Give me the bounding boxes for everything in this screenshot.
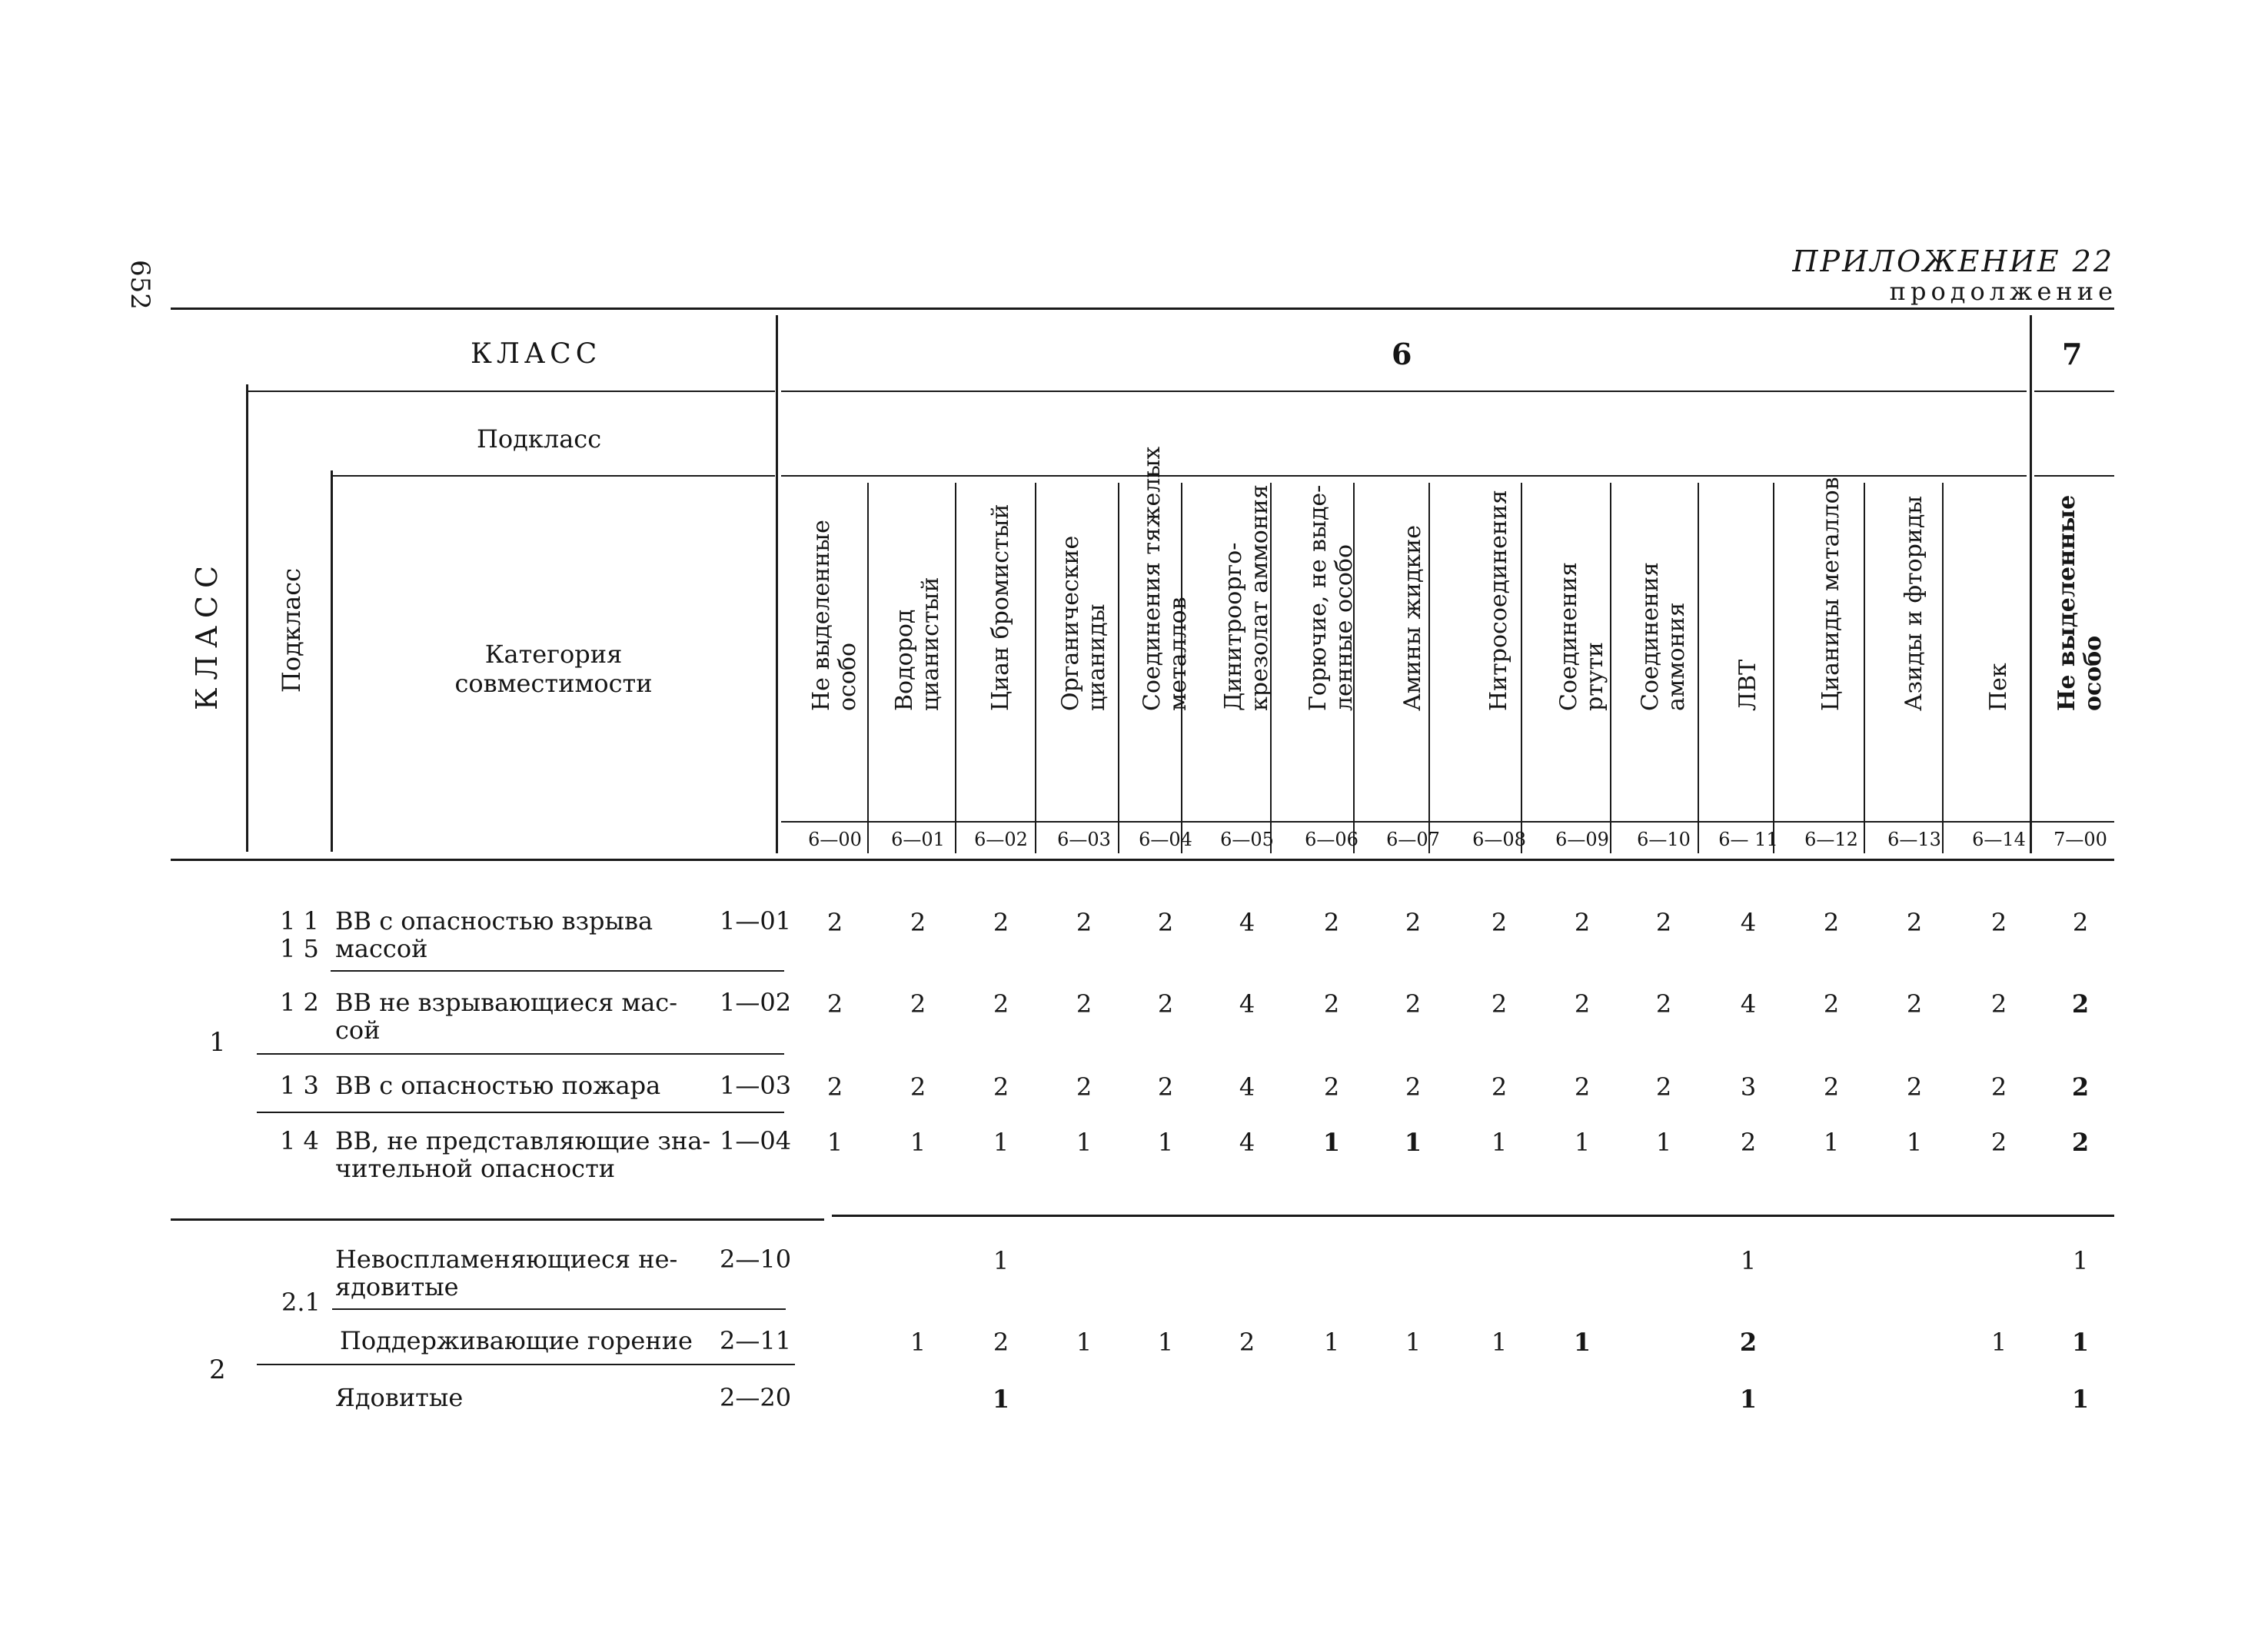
column-name-line1: Не выделенные [808,520,835,711]
column-name-line1: Пек [1985,663,2012,711]
category-vline [331,470,333,852]
column-name-line2: ленные особо [1331,543,1358,711]
column-name-line1: Соединения тяжелых [1139,446,1166,711]
row-code: 1—01 [720,906,792,936]
column-divider [1035,483,1036,853]
value-cell: 2 [1323,908,1340,937]
value-cell: 1 [1157,1128,1174,1157]
value-cell: 2 [1739,1328,1758,1357]
class-separator-right [832,1215,2114,1217]
row-code: 1—02 [720,988,792,1017]
value-cell: 1 [1739,1384,1758,1414]
subclass-rule [246,391,775,392]
class-separator-left [171,1218,824,1221]
subclass-header-label: Подкласс [477,424,602,454]
subclass-code: 1 2 [280,988,319,1017]
value-cell: 1 [1655,1128,1672,1157]
value-cell: 2 [1740,1128,1757,1157]
class-header-label: КЛАСС [471,338,602,370]
column-name-line1: Азиды и фториды [1901,495,1927,711]
value-cell: 1 [993,1128,1009,1157]
value-cell: 1 [1404,1128,1422,1157]
column-name-6— 11 [1718,388,1779,711]
column-name-line2: аммония [1663,602,1690,711]
column-name-line1: Органические [1057,535,1084,711]
column-name-line2: цианистый [917,577,944,711]
value-cell: 2 [1823,989,1840,1019]
row-label-1: ВВ, не представляющие зна- [335,1126,711,1155]
appendix-title: ПРИЛОЖЕНИЕ 22 [1792,244,2114,278]
value-cell: 1 [993,1246,1009,1275]
row-code: 2—10 [720,1245,792,1274]
value-cell: 4 [1239,908,1255,937]
value-cell: 2 [1655,908,1672,937]
column-name-6—07 [1382,388,1444,711]
value-cell: 2 [1405,908,1422,937]
column-name-6—13 [1884,388,1945,711]
row-rule [331,970,784,972]
value-cell: 2 [826,989,843,1019]
column-name-6—04 [1135,388,1196,711]
column-code: 6—03 [1057,829,1111,850]
value-cell: 1 [826,1128,843,1157]
class-7-label: 7 [2062,337,2083,371]
value-cell: 2 [1323,989,1340,1019]
row-label-1: ВВ с опасностью взрыва [335,906,653,936]
value-cell: 4 [1239,989,1255,1019]
value-cell: 4 [1740,989,1757,1019]
value-cell: 1 [1491,1128,1508,1157]
value-cell: 2 [826,1072,843,1102]
column-name-6—10 [1633,388,1694,711]
column-name-6—08 [1468,388,1530,711]
column-name-6—06 [1301,388,1362,711]
row-rule [257,1053,784,1055]
column-name-line1: Цианиды металлов [1817,477,1844,711]
value-cell: 3 [1740,1072,1757,1102]
row-code: 1—04 [720,1126,792,1155]
value-cell: 2 [1323,1072,1340,1102]
value-cell: 1 [910,1128,926,1157]
value-cell: 1 [2071,1328,2090,1357]
class-2-label: 2 [209,1355,226,1385]
value-cell: 1 [1574,1128,1591,1157]
column-code: 6—05 [1220,829,1274,850]
column-name-6—01 [887,388,949,711]
value-cell: 2 [1574,908,1591,937]
side-class-label: КЛАСС [190,557,224,711]
value-cell: 2 [2071,1128,2090,1157]
subclass-2-1: 2.1 [281,1288,321,1317]
value-cell: 2 [1491,1072,1508,1102]
appendix-subtitle: продолжение [1889,277,2117,306]
value-cell: 2 [1906,1072,1923,1102]
value-cell: 1 [1740,1246,1757,1275]
row-code: 1—03 [720,1071,792,1100]
column-divider [1864,483,1865,853]
value-cell: 2 [910,908,926,937]
column-name-6—14 [1968,388,2030,711]
column-name-line2: особо [2080,635,2107,711]
value-cell: 2 [993,908,1009,937]
value-cell: 2 [1990,989,2007,1019]
value-cell: 1 [1573,1328,1591,1357]
column-name-6—03 [1053,388,1115,711]
value-cell: 2 [1491,989,1508,1019]
value-cell: 2 [1157,908,1174,937]
subclass-code: 1 1 [280,906,319,936]
column-code: 6—06 [1305,829,1358,850]
value-cell: 2 [1990,1072,2007,1102]
value-cell: 1 [1076,1328,1092,1357]
value-cell: 2 [2071,1072,2090,1102]
value-cell: 1 [910,1328,926,1357]
column-name-line1: Амины жидкие [1399,524,1426,711]
column-name-line1: ЛВТ [1734,659,1761,711]
category-label-line1: Категория [484,640,623,669]
value-cell: 1 [1906,1128,1923,1157]
value-cell: 2 [1574,1072,1591,1102]
column-name-line2: ртути [1581,641,1608,711]
column-name-6—09 [1551,388,1613,711]
column-divider [1118,483,1119,853]
value-cell: 4 [1239,1128,1255,1157]
value-cell: 4 [1239,1072,1255,1102]
column-name-line1: Горючие, не выде- [1305,484,1332,711]
row-label-2: ядовитые [335,1272,459,1301]
value-cell: 2 [1076,1072,1092,1102]
column-code: 6—14 [1972,829,2026,850]
value-cell: 1 [1491,1328,1508,1357]
value-cell: 2 [1491,908,1508,937]
column-name-line1: Водород [891,609,918,711]
value-cell: 4 [1740,908,1757,937]
top-rule [171,307,2114,310]
value-cell: 2 [1076,908,1092,937]
value-cell: 2 [993,989,1009,1019]
header-bottom-rule [171,859,2114,861]
value-cell: 2 [993,1328,1009,1357]
column-code: 6—12 [1804,829,1858,850]
value-cell: 2 [826,908,843,937]
subclass-code: 1 3 [280,1071,319,1100]
column-code: 6—04 [1139,829,1192,850]
value-cell: 2 [1990,908,2007,937]
value-cell: 2 [1823,1072,1840,1102]
column-name-line1: Соединения [1555,562,1582,711]
value-cell: 2 [1405,989,1422,1019]
value-cell: 1 [1323,1328,1340,1357]
value-cell: 2 [993,1072,1009,1102]
column-divider [955,483,956,853]
subclass-code: 1 4 [280,1126,319,1155]
left-block-divider [776,315,778,853]
column-code: 6—10 [1637,829,1691,850]
value-cell: 2 [1906,908,1923,937]
row-label-1: Ядовитые [335,1383,464,1412]
column-code: 6— 11 [1718,829,1778,850]
page-number: 652 [125,260,155,310]
column-code: 6—00 [808,829,862,850]
value-cell: 2 [1076,989,1092,1019]
column-name-line1: Не выделенные [2054,494,2080,711]
row-rule [257,1364,795,1365]
value-cell: 2 [1157,1072,1174,1102]
row-rule [332,1308,786,1310]
row-label-1: ВВ не взрывающиеся мас- [335,988,678,1017]
value-cell: 2 [1823,908,1840,937]
column-code: 6—13 [1887,829,1941,850]
value-cell: 1 [1405,1328,1422,1357]
value-cell: 2 [2071,989,2090,1019]
code-row-rule [781,821,2114,823]
value-cell: 1 [1823,1128,1840,1157]
value-cell: 2 [1655,989,1672,1019]
column-name-6—12 [1801,388,1862,711]
category-rule [331,475,775,477]
row-label-1: ВВ с опасностью пожара [335,1071,661,1100]
column-name-6—00 [804,388,866,711]
column-divider [867,483,869,853]
column-name-6—05 [1216,388,1278,711]
class-6-label: 6 [1392,337,1412,371]
column-code: 7—00 [2054,829,2107,850]
column-name-line2: особо [834,642,861,711]
column-name-line2: крезолат аммония [1246,484,1273,711]
column-code: 6—01 [891,829,945,850]
value-cell: 2 [1990,1128,2007,1157]
column-name-line1: Соединения [1637,562,1664,711]
column-name-7—00 [2050,388,2111,711]
value-cell: 2 [1239,1328,1255,1357]
value-cell: 2 [1655,1072,1672,1102]
value-cell: 2 [1906,989,1923,1019]
value-cell: 1 [2072,1246,2089,1275]
value-cell: 2 [1157,989,1174,1019]
class-1-label: 1 [209,1027,226,1058]
value-cell: 1 [992,1384,1010,1414]
column-name-6—02 [970,388,1032,711]
value-cell: 2 [910,989,926,1019]
row-label-2: массой [335,934,428,963]
value-cell: 2 [910,1072,926,1102]
value-cell: 1 [1157,1328,1174,1357]
class7-divider [2030,315,2032,853]
value-cell: 2 [1405,1072,1422,1102]
category-header-label [431,640,677,698]
column-code: 6—07 [1386,829,1440,850]
column-code: 6—02 [974,829,1028,850]
column-name-line2: металлов [1165,597,1192,711]
value-cell: 1 [1990,1328,2007,1357]
value-cell: 1 [2071,1384,2090,1414]
subclass-code-2: 1 5 [280,934,319,963]
row-label-2: чительной опасности [335,1154,616,1183]
column-code: 6—09 [1555,829,1609,850]
value-cell: 2 [1574,989,1591,1019]
column-name-line1: Динитроорго- [1220,542,1247,711]
column-divider [1698,483,1699,853]
column-name-line1: Нитросоединения [1485,490,1512,711]
row-label-1: Невоспламеняющиеся не- [335,1245,678,1274]
side-subclass-label: Подкласс [277,567,306,693]
column-name-line2: цианиды [1083,603,1110,711]
column-name-line1: Циан бромистый [987,504,1014,711]
category-label-line2: совместимости [454,669,653,698]
column-code: 6—08 [1472,829,1526,850]
row-label-1: Поддерживающие горение [340,1326,693,1355]
value-cell: 1 [1076,1128,1092,1157]
row-rule [257,1112,784,1113]
row-label-2: сой [335,1015,381,1045]
subclass-vline [246,384,248,852]
value-cell: 2 [2072,908,2089,937]
value-cell: 1 [1322,1128,1341,1157]
row-code: 2—20 [720,1383,792,1412]
row-code: 2—11 [720,1326,792,1355]
